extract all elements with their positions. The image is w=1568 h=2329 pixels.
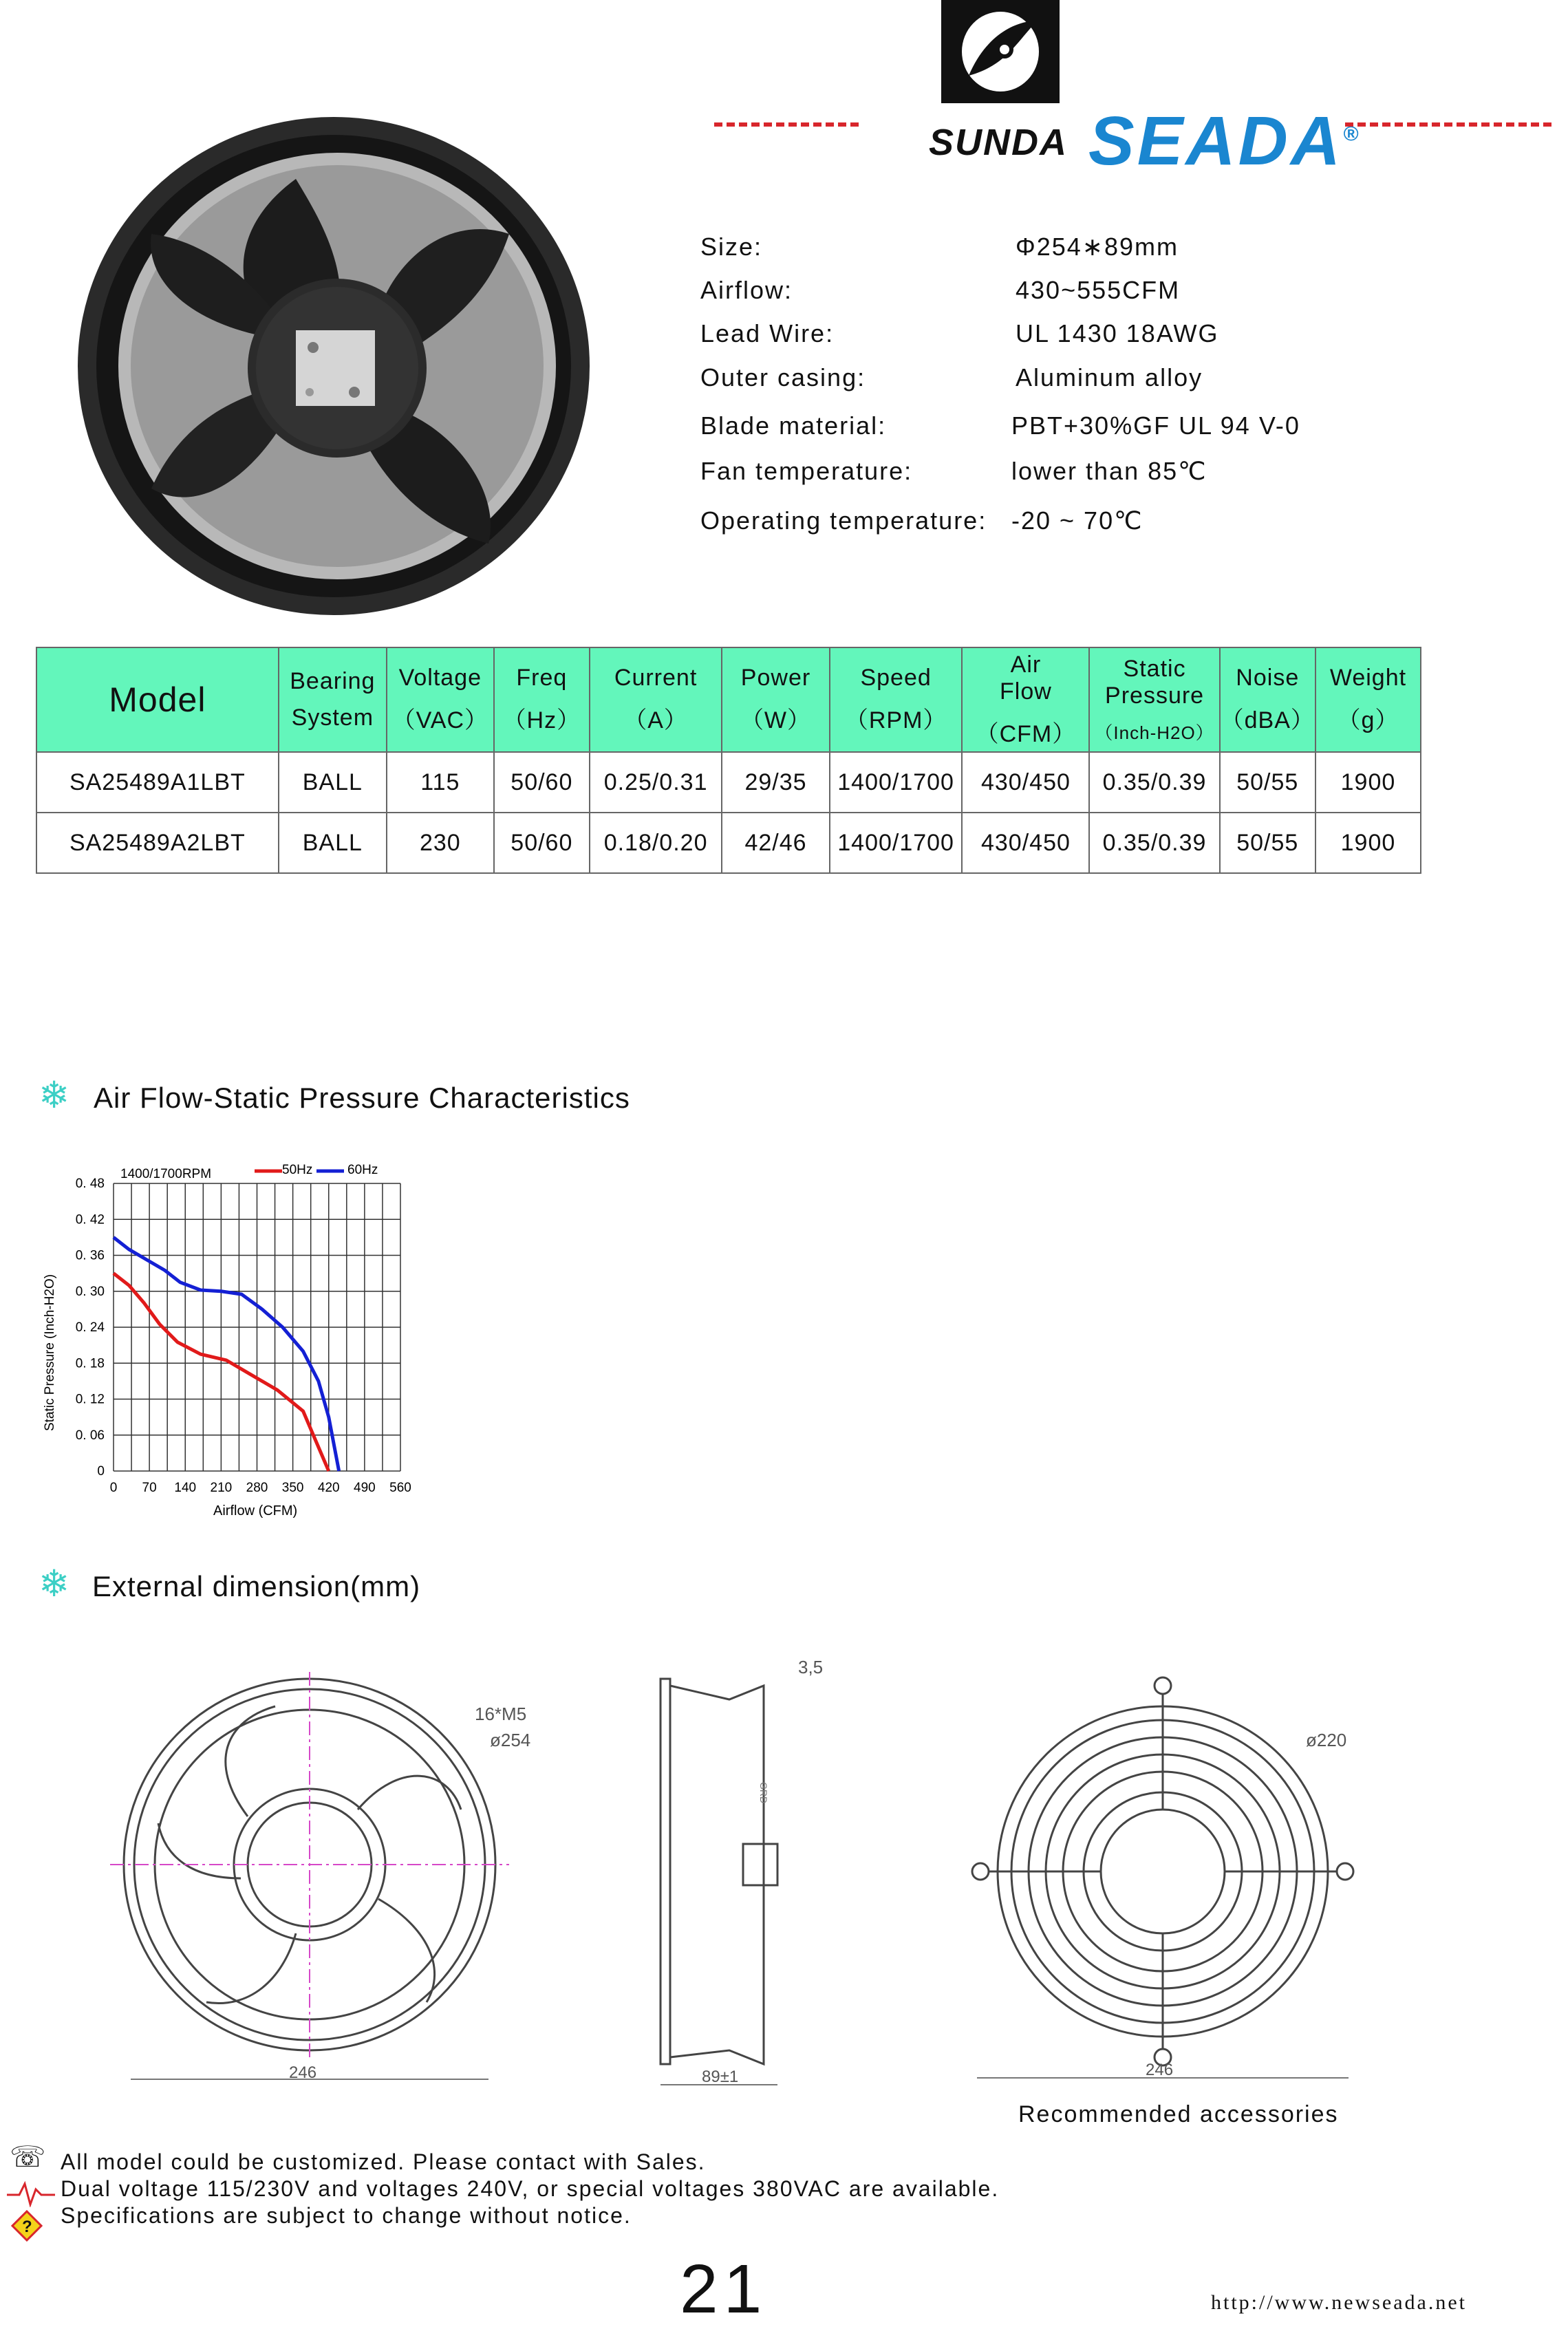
spec-label-lead-wire: Lead Wire:	[700, 319, 835, 347]
spec-label-fan-temperature: Fan temperature:	[700, 457, 913, 485]
cell-freq: 50/60	[494, 752, 590, 813]
cell-airflow: 430/450	[962, 813, 1089, 873]
cell-freq: 50/60	[494, 813, 590, 873]
cell-power: 29/35	[722, 752, 830, 813]
sunda-wordmark: SUNDA	[929, 122, 1068, 163]
chart-series	[114, 1237, 339, 1471]
y-tick-label: 0. 18	[75, 1356, 105, 1371]
sunda-logo-mark	[941, 0, 1060, 103]
x-tick-label: 210	[210, 1481, 233, 1495]
spec-label-operating-temperature: Operating temperature:	[700, 506, 987, 535]
y-tick-label: 0	[97, 1464, 105, 1479]
x-tick-label: 70	[142, 1481, 157, 1495]
cell-bearing: BALL	[279, 752, 387, 813]
phone-icon: ☏	[10, 2140, 46, 2173]
spec-label-airflow: Airflow:	[700, 276, 793, 304]
header-voltage: Voltage （VAC）	[387, 647, 494, 752]
chart-grid	[114, 1183, 400, 1471]
side-grd-label: GRD	[758, 1782, 769, 1804]
legend-50hz-label: 50Hz	[282, 1163, 313, 1177]
spec-value-size: Φ254∗89mm	[1016, 233, 1179, 261]
cell-model: SA25489A2LBT	[36, 813, 279, 873]
header-model: Model	[36, 647, 279, 752]
note-voltage: Dual voltage 115/230V and voltages 240V, or special voltages 380VAC are available.	[61, 2176, 1000, 2201]
spec-value-operating-temperature: -20 ~ 70℃	[1011, 506, 1143, 535]
cell-current: 0.18/0.20	[590, 813, 722, 873]
spec-value-blade-material: PBT+30%GF UL 94 V-0	[1011, 411, 1300, 440]
header-divider-right	[1345, 122, 1551, 127]
website-url[interactable]: http://www.newseada.net	[1211, 2291, 1467, 2314]
cell-voltage: 115	[387, 752, 494, 813]
header-divider-left	[714, 122, 859, 127]
side-depth-label: 89±1	[702, 2068, 739, 2086]
spec-value-airflow: 430~555CFM	[1016, 276, 1181, 304]
y-tick-label: 0. 30	[75, 1284, 105, 1299]
cell-weight: 1900	[1315, 813, 1421, 873]
cell-weight: 1900	[1315, 752, 1421, 813]
spec-value-fan-temperature: lower than 85℃	[1011, 457, 1207, 485]
y-tick-label: 0. 06	[75, 1428, 105, 1443]
recommended-accessories-label: Recommended accessories	[1018, 2101, 1339, 2127]
y-tick-label: 0. 36	[75, 1248, 105, 1263]
cell-noise: 50/55	[1220, 752, 1315, 813]
chart-title: 1400/1700RPM	[120, 1167, 212, 1181]
page-number: 21	[680, 2251, 768, 2328]
chart-y-label: Static Pressure (Inch-H2O)	[43, 1274, 57, 1431]
front-diameter-label: ø254	[490, 1730, 531, 1750]
spec-label-size: Size:	[700, 233, 763, 261]
note-change-notice: Specifications are subject to change without notice.	[61, 2203, 632, 2228]
header-weight: Weight （g）	[1315, 647, 1421, 752]
note-customization: All model could be customized. Please contact with Sales.	[61, 2149, 706, 2174]
cell-noise: 50/55	[1220, 813, 1315, 873]
spec-value-lead-wire: UL 1430 18AWG	[1016, 319, 1219, 347]
spec-value-outer-casing: Aluminum alloy	[1016, 363, 1203, 391]
warning-icon	[11, 2210, 43, 2242]
cell-static-pressure: 0.35/0.39	[1089, 752, 1219, 813]
x-tick-label: 280	[246, 1481, 268, 1495]
airflow-section-title: Air Flow-Static Pressure Characteristics	[94, 1082, 630, 1114]
x-tick-label: 560	[389, 1481, 411, 1495]
seada-wordmark: SEADA®	[1088, 103, 1362, 180]
cell-static-pressure: 0.35/0.39	[1089, 813, 1219, 873]
airflow-pressure-chart	[28, 1156, 509, 1527]
y-tick-label: 0. 24	[75, 1320, 105, 1335]
front-width-label: 246	[289, 2063, 317, 2082]
header-speed: Speed （RPM）	[830, 647, 963, 752]
table-row	[36, 813, 1421, 873]
cell-bearing: BALL	[279, 813, 387, 873]
header-bearing: Bearing System	[279, 647, 387, 752]
header-freq: Freq （Hz）	[494, 647, 590, 752]
header-airflow: Air Flow （CFM）	[962, 647, 1089, 752]
spec-label-blade-material: Blade material:	[700, 411, 887, 440]
spec-label-outer-casing: Outer casing:	[700, 363, 866, 391]
y-tick-label: 0. 42	[75, 1212, 105, 1227]
x-tick-label: 0	[109, 1481, 118, 1495]
fan-guard-drawing	[963, 1665, 1362, 2099]
header-static-pressure: Static Pressure （Inch-H2O）	[1089, 647, 1219, 752]
x-tick-label: 140	[174, 1481, 197, 1495]
cell-model: SA25489A1LBT	[36, 752, 279, 813]
fan-product-photo	[62, 103, 605, 626]
table-header-row	[36, 647, 1421, 752]
x-tick-label: 490	[354, 1481, 376, 1495]
snowflake-bullet-icon: ❄	[39, 1563, 70, 1604]
cell-speed: 1400/1700	[830, 813, 963, 873]
svg-text:?: ?	[22, 2218, 32, 2236]
model-spec-table	[36, 647, 1421, 874]
series-line-60hz	[114, 1237, 339, 1471]
legend-60hz-label: 60Hz	[347, 1163, 378, 1177]
guard-width-label: 246	[1146, 2061, 1174, 2079]
side-view-drawing	[647, 1658, 826, 2099]
cell-speed: 1400/1700	[830, 752, 963, 813]
chart-x-ticks	[110, 1481, 411, 1495]
x-tick-label: 420	[317, 1481, 340, 1495]
guard-diameter-label: ø220	[1306, 1730, 1347, 1750]
chart-y-ticks	[76, 1177, 105, 1479]
snowflake-bullet-icon: ❄	[39, 1075, 70, 1116]
dimension-section-title: External dimension(mm)	[92, 1570, 421, 1602]
cell-airflow: 430/450	[962, 752, 1089, 813]
y-tick-label: 0. 12	[75, 1392, 105, 1407]
chart-x-label: Airflow (CFM)	[213, 1503, 298, 1518]
header-power: Power （W）	[722, 647, 830, 752]
header-noise: Noise （dBA）	[1220, 647, 1315, 752]
side-top-dim-label: 3,5	[798, 1657, 824, 1677]
cell-voltage: 230	[387, 813, 494, 873]
front-holes-label: 16*M5	[475, 1704, 527, 1724]
y-tick-label: 0. 48	[75, 1177, 105, 1191]
cell-power: 42/46	[722, 813, 830, 873]
header-current: Current （A）	[590, 647, 722, 752]
cell-current: 0.25/0.31	[590, 752, 722, 813]
x-tick-label: 350	[281, 1481, 304, 1495]
voltage-pulse-icon	[7, 2180, 55, 2207]
sunda-swirl-icon	[941, 0, 1060, 103]
table-row	[36, 752, 1421, 813]
front-view-drawing	[103, 1658, 516, 2099]
